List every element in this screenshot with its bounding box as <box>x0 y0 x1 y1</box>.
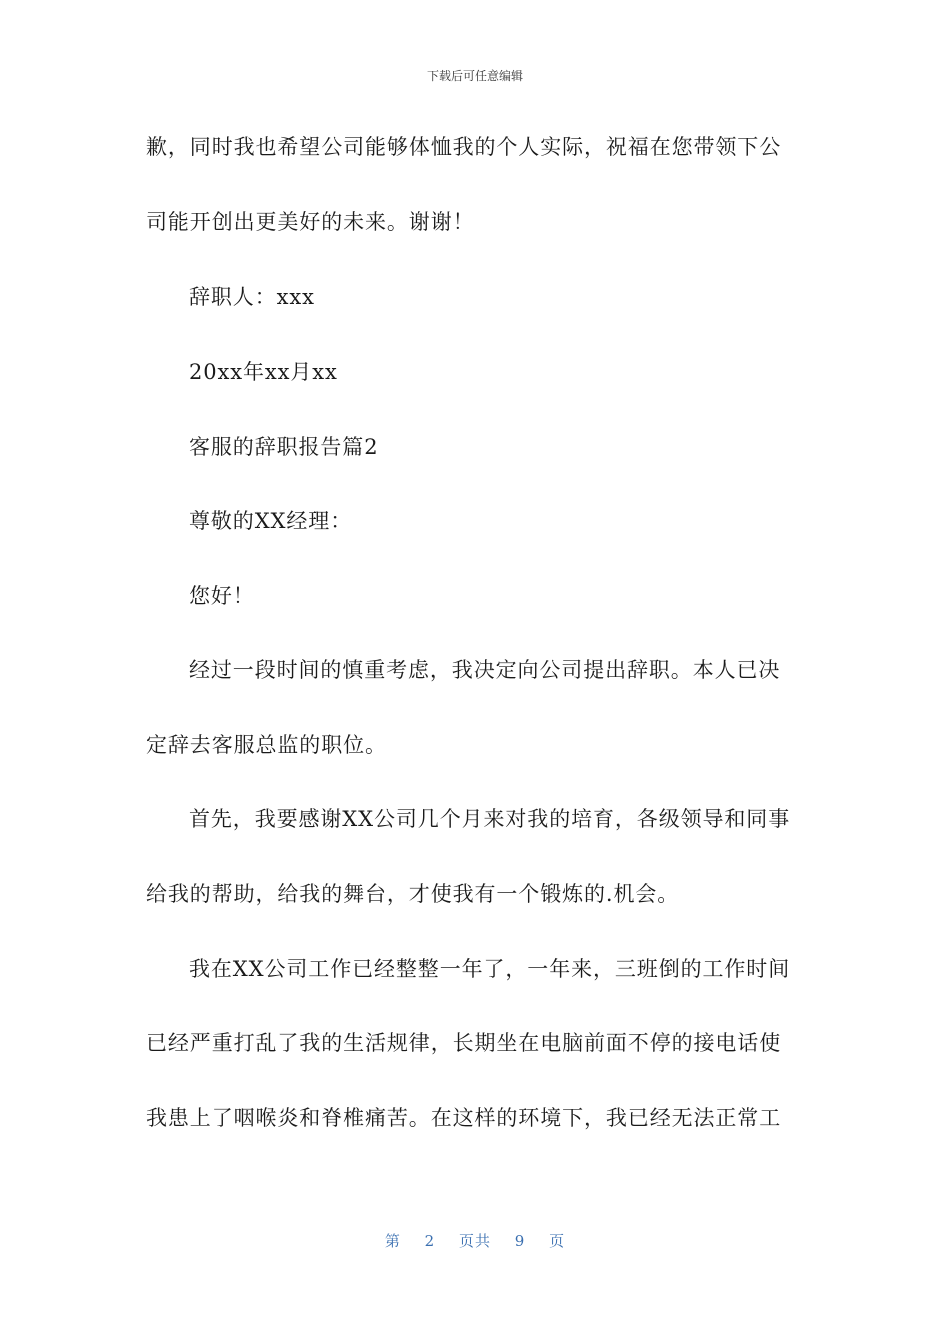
date-line: 20xx年xx月xx <box>189 360 338 384</box>
page-number-footer: 第 2 页共 9 页 <box>384 1232 566 1250</box>
body-line: 我在XX公司工作已经整整一年了，一年来，三班倒的工作时间 <box>189 957 791 981</box>
body-line: 歉，同时我也希望公司能够体恤我的个人实际，祝福在您带领下公 <box>146 135 782 159</box>
section-title: 客服的辞职报告篇2 <box>189 435 379 459</box>
body-line: 已经严重打乱了我的生活规律，长期坐在电脑前面不停的接电话使 <box>146 1031 782 1055</box>
body-line: 司能开创出更美好的未来。谢谢！ <box>146 210 475 234</box>
body-line: 定辞去客服总监的职位。 <box>146 733 387 757</box>
body-line: 我患上了咽喉炎和脊椎痛苦。在这样的环境下，我已经无法正常工 <box>146 1106 782 1130</box>
greeting: 您好！ <box>189 584 255 608</box>
body-line: 首先，我要感谢XX公司几个月来对我的培育，各级领导和同事 <box>189 807 791 831</box>
signer-line: 辞职人：xxx <box>189 285 315 309</box>
salutation: 尊敬的XX经理： <box>189 509 353 533</box>
body-line: 经过一段时间的慎重考虑，我决定向公司提出辞职。本人已决 <box>189 658 781 682</box>
body-line: 给我的帮助，给我的舞台，才使我有一个锻炼的.机会。 <box>146 882 680 906</box>
page-header: 下载后可任意编辑 <box>426 69 523 83</box>
